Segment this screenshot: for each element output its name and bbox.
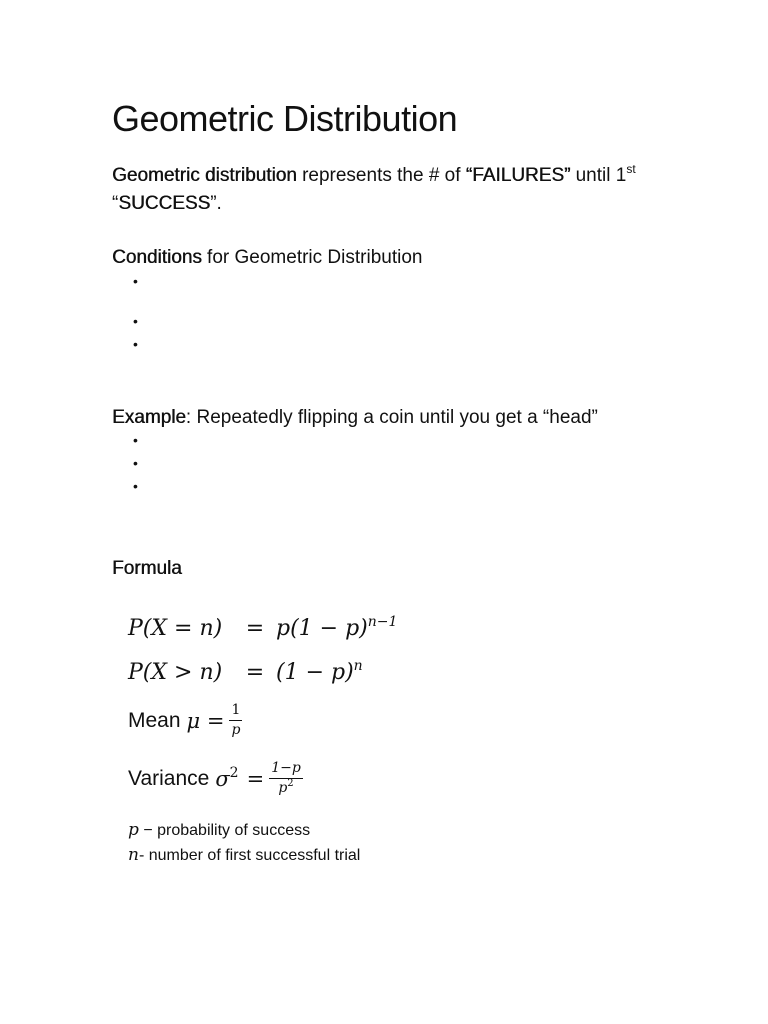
legend-text: − probability of success	[138, 822, 311, 839]
conditions-bullet: •	[133, 336, 138, 352]
fraction-bar	[269, 778, 303, 779]
example-text: : Repeatedly flipping a coin until you get a “head”	[185, 407, 598, 428]
pmf-lhs: P(X = n)	[128, 616, 223, 641]
legend-text: - number of first successful trial	[138, 847, 361, 864]
intro-close: ”.	[210, 193, 222, 214]
page-title: Geometric Distribution	[112, 98, 458, 139]
intro-paragraph-line-2	[112, 192, 222, 216]
example-heading	[112, 406, 598, 430]
conditions-heading	[112, 246, 422, 270]
fraction-bar	[229, 720, 242, 721]
variance-fraction	[269, 760, 303, 797]
intro-text-2: until 1	[570, 165, 627, 186]
variance-symbol: $\sigma^2$	[215, 764, 239, 791]
intro-failures: “FAILURES”	[465, 165, 571, 186]
mean-denominator: p	[231, 722, 241, 738]
pmf-rhs: p(1 − p)	[276, 616, 368, 641]
mean-formula	[128, 702, 242, 739]
tail-rhs: (1 − p)	[276, 660, 354, 685]
tail-equals: =	[245, 660, 265, 685]
intro-paragraph	[112, 164, 636, 188]
tail-lhs: P(X > n)	[128, 660, 223, 685]
variance-denominator: $p^2$	[278, 778, 294, 796]
legend-symbol: p	[128, 820, 139, 840]
conditions-bullet: •	[133, 313, 138, 329]
mean-label: Mean	[128, 708, 181, 732]
variance-equals: =	[246, 766, 265, 791]
mean-numerator: 1	[231, 702, 241, 718]
conditions-bullet: •	[133, 273, 138, 289]
legend-symbol: n	[128, 845, 139, 865]
conditions-term: Conditions	[112, 247, 202, 268]
mean-fraction	[229, 702, 242, 739]
intro-open-quote: “	[112, 193, 119, 214]
intro-success: SUCCESS	[118, 193, 211, 214]
legend-item-p	[128, 820, 310, 840]
variance-label: Variance	[128, 766, 210, 790]
intro-term: Geometric distribution	[112, 165, 297, 186]
pmf-exponent: n−1	[367, 614, 398, 630]
example-bullet: •	[133, 478, 138, 494]
variance-formula	[128, 760, 303, 797]
pmf-equals: =	[245, 616, 265, 641]
example-bullet: •	[133, 455, 138, 471]
example-bullet: •	[133, 432, 138, 448]
tail-formula	[128, 660, 363, 685]
variance-numerator: 1−p	[271, 760, 301, 776]
formula-heading: Formula	[112, 558, 182, 579]
intro-superscript: st	[626, 162, 636, 176]
legend-item-n	[128, 845, 360, 865]
intro-text-1: represents the # of	[296, 165, 466, 186]
example-term: Example	[112, 407, 186, 428]
mean-symbol: μ =	[186, 708, 225, 733]
tail-exponent: n	[353, 658, 363, 674]
pmf-formula	[128, 616, 397, 641]
conditions-text: for Geometric Distribution	[201, 247, 423, 268]
